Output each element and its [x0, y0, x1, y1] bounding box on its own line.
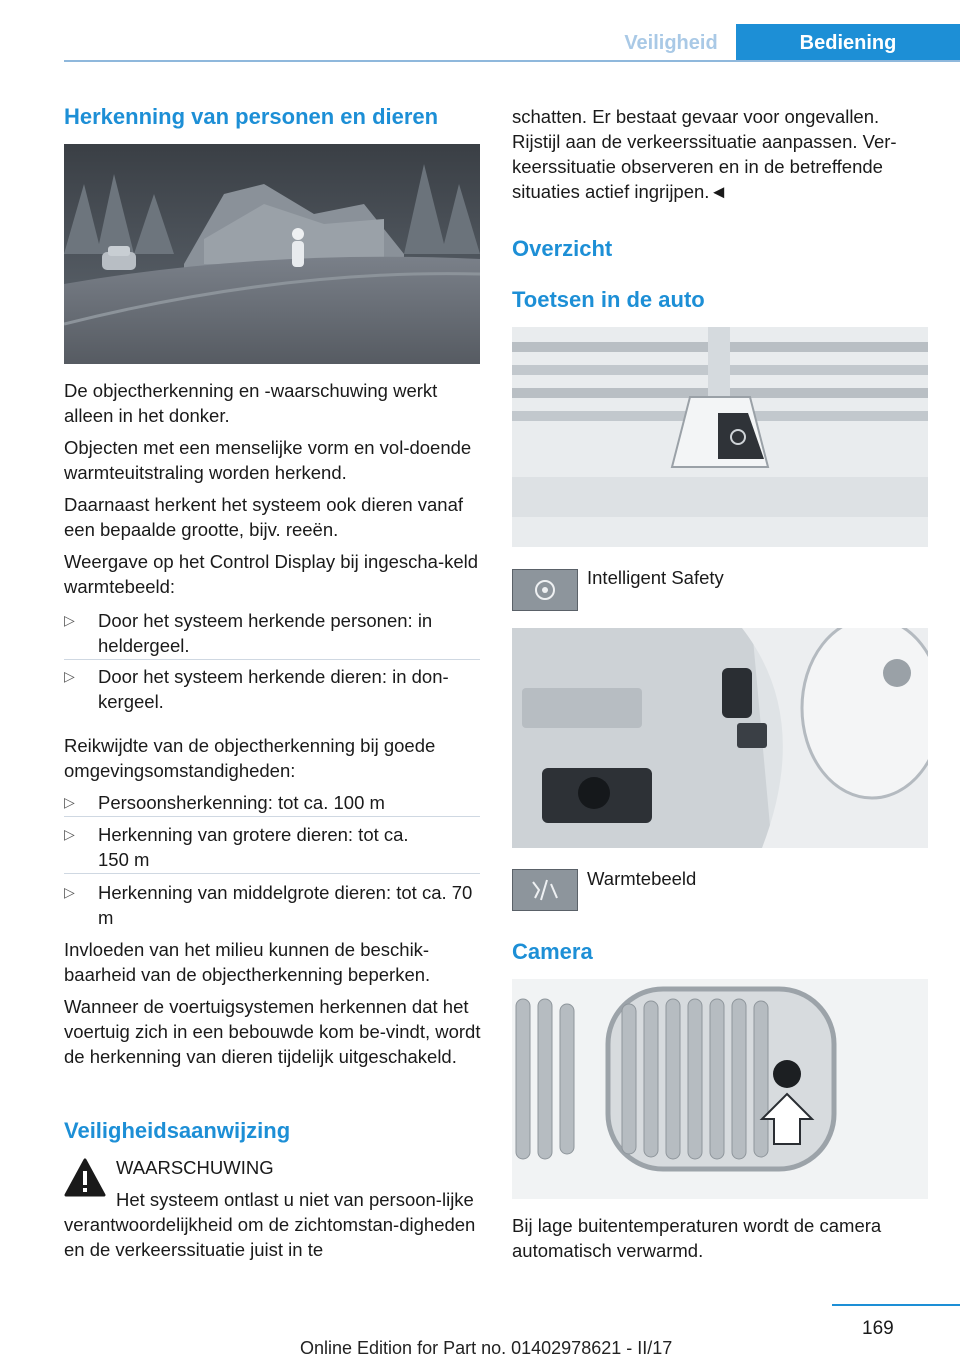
list-item [64, 608, 480, 660]
list-divider [64, 659, 480, 660]
list-item [64, 822, 480, 874]
tab-veiligheid[interactable]: Veiligheid [624, 32, 718, 54]
list-item-text: Herkenning van grotere dieren: tot ca. 150 m [98, 824, 409, 870]
footer-edition: Online Edition for Part no. 01402978621 - II/17 [300, 1338, 673, 1358]
section-title-veiligheid: Veiligheidsaanwijzing [64, 1118, 291, 1143]
section-title-camera: Camera [512, 939, 593, 964]
paragraph-human-shape: Objecten met een menselijke vorm en vol-doende warmteuitstraling worden herkend. [64, 437, 472, 483]
list-item-text: Door het systeem herkende personen: in heldergeel. [98, 610, 433, 656]
intelligent-safety-icon [512, 569, 578, 611]
warning-continued: schatten. Er bestaat gevaar voor ongevallen. Rijstijl aan de verkeerssituatie aanpassen. Ver-keerssituatie observeren en in de betreffende situaties actief ingrijpen.◄ [512, 106, 897, 202]
list-item-text: Door het systeem herkende dieren: in don-kergeel. [98, 666, 449, 712]
grille-camera-image [512, 979, 928, 1199]
vent-button-illustration [512, 327, 928, 547]
label-warmtebeeld: Warmtebeeld [587, 868, 697, 889]
warning-title: WAARSCHUWING [116, 1157, 274, 1178]
triangle-right-outline-icon: ▷ [64, 794, 75, 810]
grille-camera-illustration [512, 979, 928, 1199]
paragraph-range: Reikwijdte van de objectherkenning bij goede omgevingsomstandigheden: [64, 735, 436, 781]
triangle-right-outline-icon: ▷ [64, 826, 75, 842]
thermal-night-illustration [64, 144, 480, 364]
paragraph-animals: Daarnaast herkent het systeem ook dieren vanaf een bepaalde grootte, bijv. reeën. [64, 494, 464, 540]
list-item [64, 790, 480, 816]
page-number: 169 [862, 1318, 894, 1339]
section-title-herkenning: Herkenning van personen en dieren [64, 104, 439, 129]
list-item [64, 880, 480, 932]
section-title-overzicht: Overzicht [512, 236, 613, 261]
dashboard-vent-image [512, 327, 928, 547]
page-number-line [832, 1304, 960, 1306]
steering-wheel-illustration [512, 628, 928, 848]
triangle-right-outline-icon: ▷ [64, 884, 75, 900]
paragraph-control-display: Weergave op het Control Display bij ingescha-keld warmtebeeld: [64, 551, 479, 597]
triangle-right-outline-icon: ▷ [64, 612, 75, 628]
section-title-toetsen: Toetsen in de auto [512, 287, 705, 312]
thermal-night-image [64, 144, 480, 364]
list-divider [64, 873, 480, 874]
paragraph-camera-heated: Bij lage buitentemperaturen wordt de camera automatisch verwarmd. [512, 1215, 882, 1261]
steering-wheel-image [512, 628, 928, 848]
list-item [64, 664, 480, 716]
paragraph-built-up-area: Wanneer de voertuigsystemen herkennen dat het voertuig zich in een bebouwde kom be-vindt, wordt de herkenning van dieren tijdelijk uitgeschakeld. [64, 996, 481, 1067]
thermal-image-icon [512, 869, 578, 911]
paragraph-environment: Invloeden van het milieu kunnen de beschik-baarheid van de objectherkenning beperken. [64, 939, 431, 985]
triangle-right-outline-icon: ▷ [64, 668, 75, 684]
warning-text: Het systeem ontlast u niet van persoon-lijke verantwoordelijkheid om de zichtomstan-digheden en de verkeerssituatie juist in te [64, 1189, 476, 1260]
list-item-text: Persoonsherkenning: tot ca. 100 m [98, 792, 385, 813]
list-divider [64, 816, 480, 817]
header-divider [64, 60, 960, 62]
paragraph-dark-only: De objectherkenning en -waarschuwing werkt alleen in het donker. [64, 380, 438, 426]
tab-bediening[interactable]: Bediening [736, 24, 960, 62]
list-item-text: Herkenning van middelgrote dieren: tot ca. 70 m [98, 882, 473, 928]
label-intelligent-safety: Intelligent Safety [587, 567, 724, 588]
